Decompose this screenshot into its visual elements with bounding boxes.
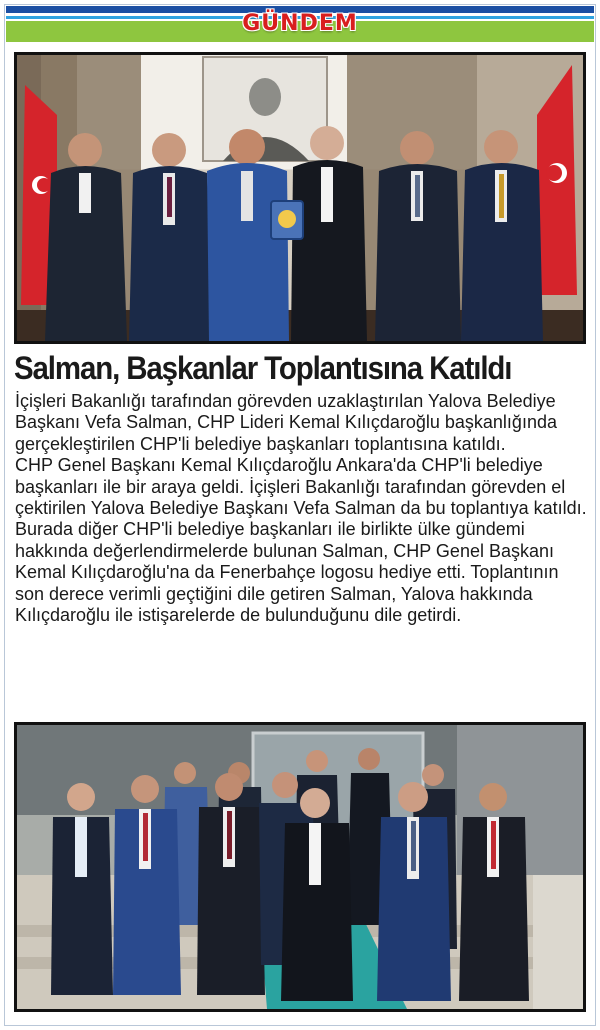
article-body: [15, 391, 587, 626]
group-photo-illustration: [17, 725, 583, 1009]
section-label: GÜNDEM: [242, 11, 358, 36]
article-paragraph: İçişleri Bakanlığı tarafından görevden uzaklaştırılan Yalova Belediye Başkanı Vefa Salman, CHP Lideri Kemal Kılıçdaroğlu başkanlığında gerçekleştirilen CHP'li belediye başkanları toplantısına katıldı.: [15, 391, 557, 454]
headline: Salman, Başkanlar Toplantısına Katıldı: [14, 350, 512, 386]
article-paragraph: CHP Genel Başkanı Kemal Kılıçdaroğlu Ankara'da CHP'li belediye başkanları ile bir araya geldi. İçişleri Bakanlığı tarafından görevden el çektirilen Yalova Belediye Başkanı Vefa Salman da bu toplantıya katıldı. Burada diğer CHP'li belediye başkanları ile birlikte ülke gündemi hakkında değerlendirmelerde bulunan Salman, CHP Genel Başkanı Kemal Kılıçdaroğlu'na da Fenerbahçe logosu hediye etti. Toplantının son derece verimli geçtiğini dile getiren Salman, Yalova hakkında Kılıçdaroğlu ile istişarelerde de bulunduğunu dile getirdi.: [15, 455, 587, 626]
bottom-photo: [14, 722, 586, 1012]
top-photo: [14, 52, 586, 344]
group-photo-illustration: [17, 55, 583, 341]
